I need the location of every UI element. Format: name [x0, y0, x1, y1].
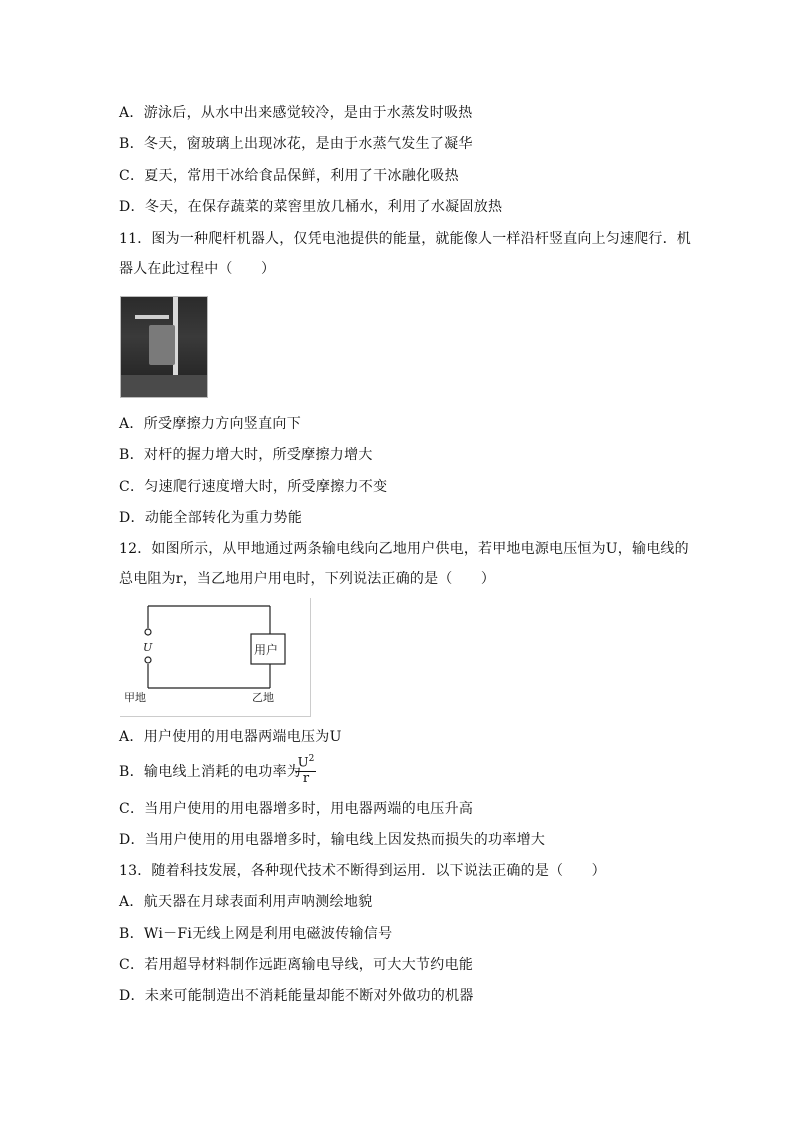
q13-option-a: A．航天器在月球表面利用声呐测绘地貌	[119, 894, 373, 910]
q10-option-b: B．冬天，窗玻璃上出现冰花，是由于水蒸气发生了凝华	[119, 136, 473, 152]
q13-option-c: C．若用超导材料制作远距离输电导线，可大大节约电能	[119, 957, 474, 973]
q10-option-d: D．冬天，在保存蔬菜的菜窖里放几桶水，利用了水凝固放热	[119, 199, 503, 215]
q13-option-b: B．Wi－Fi无线上网是利用电磁波传输信号	[119, 926, 393, 942]
q11-stem-line2: 器人在此过程中（ ）	[119, 261, 276, 277]
q12-option-b	[119, 762, 301, 782]
q12-option-c: C．当用户使用的用电器增多时，用电器两端的电压升高	[119, 801, 474, 817]
power-fraction	[296, 752, 316, 786]
q11-option-b: B．对杆的握力增大时，所受摩擦力增大	[119, 447, 373, 463]
q10-option-a: A．游泳后，从水中出来感觉较冷，是由于水蒸发时吸热	[119, 105, 473, 121]
q11-stem-line1: 11．图为一种爬杆机器人，仅凭电池提供的能量，就能像人一样沿杆竖直向上匀速爬行．机	[119, 231, 692, 247]
robot-body-shape	[149, 325, 175, 365]
fraction-denominator: r	[296, 771, 316, 786]
q12-option-a: A．用户使用的用电器两端电压为U	[119, 729, 342, 745]
q12-stem-line2: 总电阻为r，当乙地用户用电时，下列说法正确的是（ ）	[119, 571, 496, 587]
q10-option-c: C．夏天，常用干冰给食品保鲜，利用了干冰融化吸热	[119, 168, 459, 184]
robot-arm-shape	[135, 315, 169, 319]
circuit-diagram	[120, 598, 310, 716]
terminal-top	[145, 629, 151, 635]
q12-stem-line1: 12．如图所示，从甲地通过两条输电线向乙地用户供电，若甲地电源电压恒为U，输电线的	[119, 541, 689, 557]
ground-shape	[121, 375, 207, 397]
q11-option-c: C．匀速爬行速度增大时，所受摩擦力不变	[119, 479, 388, 495]
q11-option-a: A．所受摩擦力方向竖直向下	[119, 416, 302, 432]
q11-option-d: D．动能全部转化为重力势能	[119, 510, 303, 526]
user-box-label: 用户	[254, 643, 279, 657]
terminal-bottom	[145, 657, 151, 663]
numerator-exponent: 2	[308, 754, 315, 764]
q12-option-b-text: B．输电线上消耗的电功率为	[119, 764, 302, 780]
location-jia-label: 甲地	[124, 691, 146, 704]
climbing-robot-photo	[120, 296, 208, 398]
location-yi-label: 乙地	[252, 691, 274, 704]
voltage-label: U	[143, 641, 153, 654]
q13-option-d: D．未来可能制造出不消耗能量却能不断对外做功的机器	[119, 988, 474, 1004]
q13-stem: 13．随着科技发展，各种现代技术不断得到运用．以下说法正确的是（ ）	[119, 863, 606, 879]
numerator-base: U	[297, 755, 309, 771]
q12-option-d: D．当用户使用的用电器增多时，输电线上因发热而损失的功率增大	[119, 832, 546, 848]
fraction-numerator	[296, 752, 316, 770]
